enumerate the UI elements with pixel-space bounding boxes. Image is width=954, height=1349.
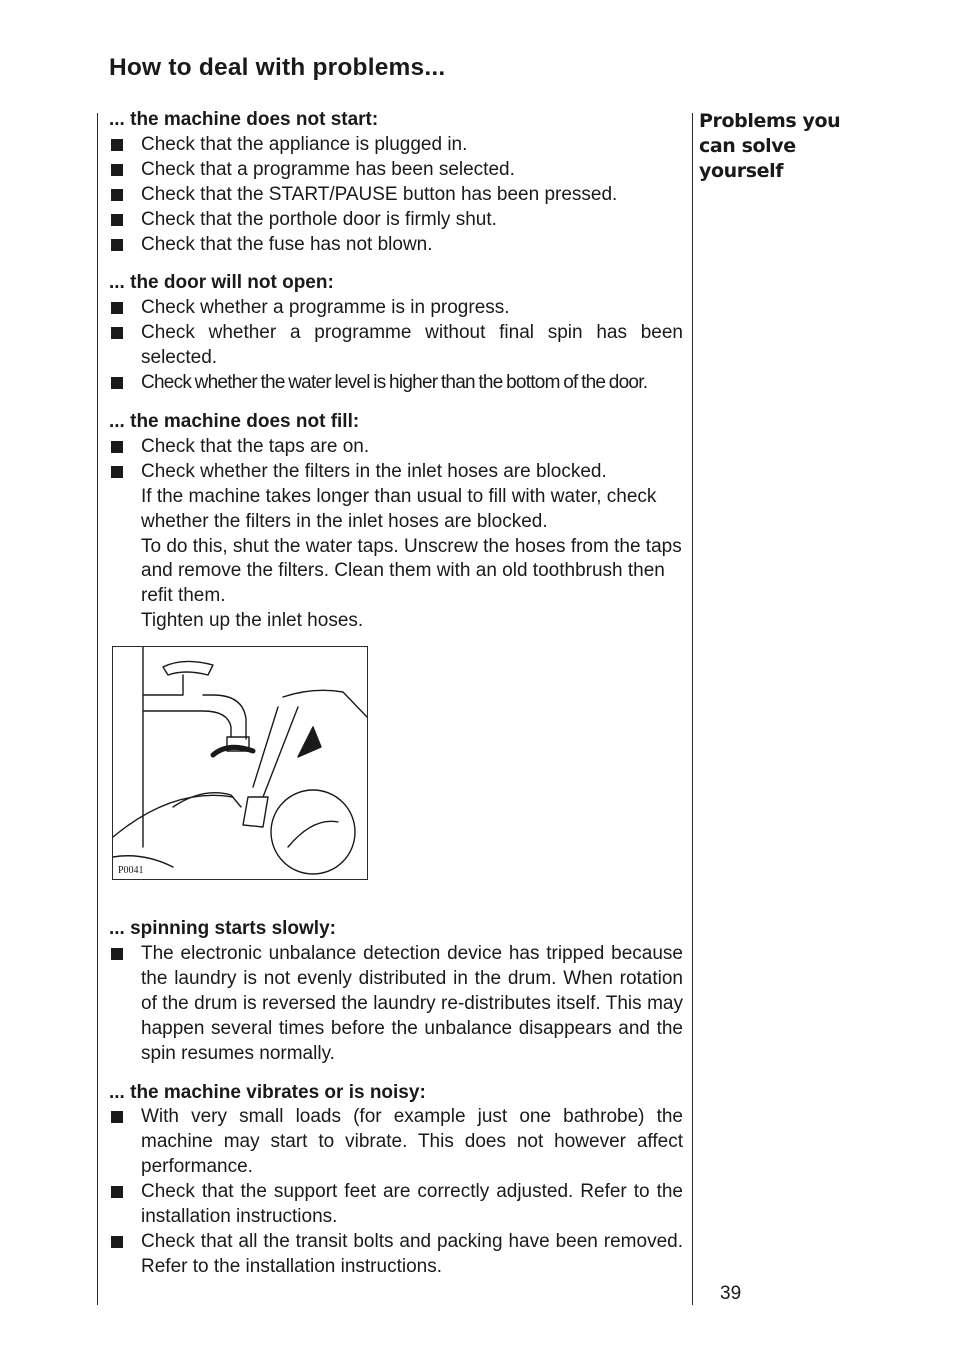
bullet-square-icon: [111, 377, 123, 389]
section-machine-does-not-fill: [109, 410, 683, 896]
bullet-square-icon: [111, 1236, 123, 1248]
column-divider-rule: [692, 113, 693, 1305]
upward-arrow-icon: [298, 727, 321, 757]
tap-and-hose-drawing: [113, 647, 367, 879]
bullet-square-icon: [111, 302, 123, 314]
list-item: [109, 371, 683, 396]
list-item-text: Check that the porthole door is firmly shut.: [141, 208, 497, 230]
list-item: [109, 1230, 683, 1280]
bullet-square-icon: [111, 327, 123, 339]
section-heading: ... the machine does not fill:: [109, 410, 360, 432]
figure-container: [109, 634, 683, 896]
bullet-square-icon: [111, 164, 123, 176]
list-item-text: Check that the appliance is plugged in.: [141, 133, 468, 155]
section-machine-does-not-start: [109, 108, 683, 257]
list-item-text: Check that the support feet are correctly adjusted. Refer to the installation instructions.: [141, 1181, 683, 1228]
list-item: [109, 158, 683, 183]
paragraph: If the machine takes longer than usual to fill with water, check whether the filters in the inlet hoses are blocked.: [141, 485, 657, 532]
hand-outline: [113, 795, 233, 837]
list-item-text: Check that a programme has been selected.: [141, 158, 515, 180]
bullet-square-icon: [111, 189, 123, 201]
bullet-square-icon: [111, 1186, 123, 1198]
list-item: [109, 208, 683, 233]
list-item-text: Check that all the transit bolts and packing have been removed. Refer to the installation instructions.: [141, 1231, 683, 1277]
bullet-square-icon: [111, 441, 123, 453]
left-margin-rule: [97, 113, 98, 1305]
paragraph: To do this, shut the water taps. Unscrew the hoses from the taps and remove the filters. Clean them with an old toothbrush then refit them.: [141, 535, 682, 607]
list-item: [109, 460, 683, 485]
list-item: [109, 133, 683, 158]
figure-code: P0041: [118, 865, 144, 877]
list-item-text: Check that the fuse has not blown.: [141, 233, 433, 255]
list-item: [109, 321, 683, 371]
section-heading: ... the door will not open:: [109, 272, 334, 294]
list-item: [109, 435, 683, 460]
list-item-text: Check that the START/PAUSE button has been pressed.: [141, 183, 618, 205]
paragraph: Tighten up the inlet hoses.: [141, 610, 364, 632]
list-item-text: Check whether the filters in the inlet hoses are blocked.: [141, 460, 607, 482]
list-item: [109, 942, 683, 1067]
section-door-will-not-open: [109, 271, 683, 396]
filter-cleaning-illustration: [112, 646, 368, 880]
section-spinning-starts-slowly: [109, 917, 683, 1066]
bullet-square-icon: [111, 139, 123, 151]
section-heading: ... the machine does not start:: [109, 109, 379, 130]
list-item: [109, 296, 683, 321]
sidebar-heading: Problems you can solve yourself: [699, 110, 841, 182]
list-item-text: Check whether a programme without final spin has been selected.: [141, 322, 683, 369]
bullet-square-icon: [111, 1111, 123, 1123]
section-vibrates-or-noisy: [109, 1081, 683, 1280]
page-number: 39: [720, 1283, 742, 1304]
list-item: [109, 233, 683, 258]
bullet-square-icon: [111, 948, 123, 960]
list-item-text: The electronic unbalance detection device has tripped because the laundry is not evenly distributed in the drum. When rotation of the drum is reversed the laundry re-distributes itself. This may happen several times before the unbalance disappears and the spin resumes normally.: [141, 943, 683, 1064]
bullet-square-icon: [111, 214, 123, 226]
page-title: How to deal with problems...: [109, 54, 446, 81]
section-heading: ... spinning starts slowly:: [109, 918, 336, 940]
list-item-text: Check that the taps are on.: [141, 435, 370, 457]
list-item-text: Check whether the water level is higher than the bottom of the door.: [141, 372, 648, 394]
detail-circle: [271, 790, 355, 874]
filter-body: [243, 797, 268, 827]
bullet-square-icon: [111, 239, 123, 251]
list-item: [109, 1180, 683, 1230]
section-heading: ... the machine vibrates or is noisy:: [109, 1081, 426, 1103]
list-item-text: Check whether a programme is in progress.: [141, 297, 510, 319]
bullet-square-icon: [111, 466, 123, 478]
list-item: [109, 183, 683, 208]
list-item: [109, 1105, 683, 1180]
tap-handle: [163, 662, 213, 676]
list-item-text: With very small loads (for example just one bathrobe) the machine may start to vibrate. This does not however affect performance.: [141, 1106, 683, 1178]
troubleshooting-content: [109, 108, 683, 1280]
